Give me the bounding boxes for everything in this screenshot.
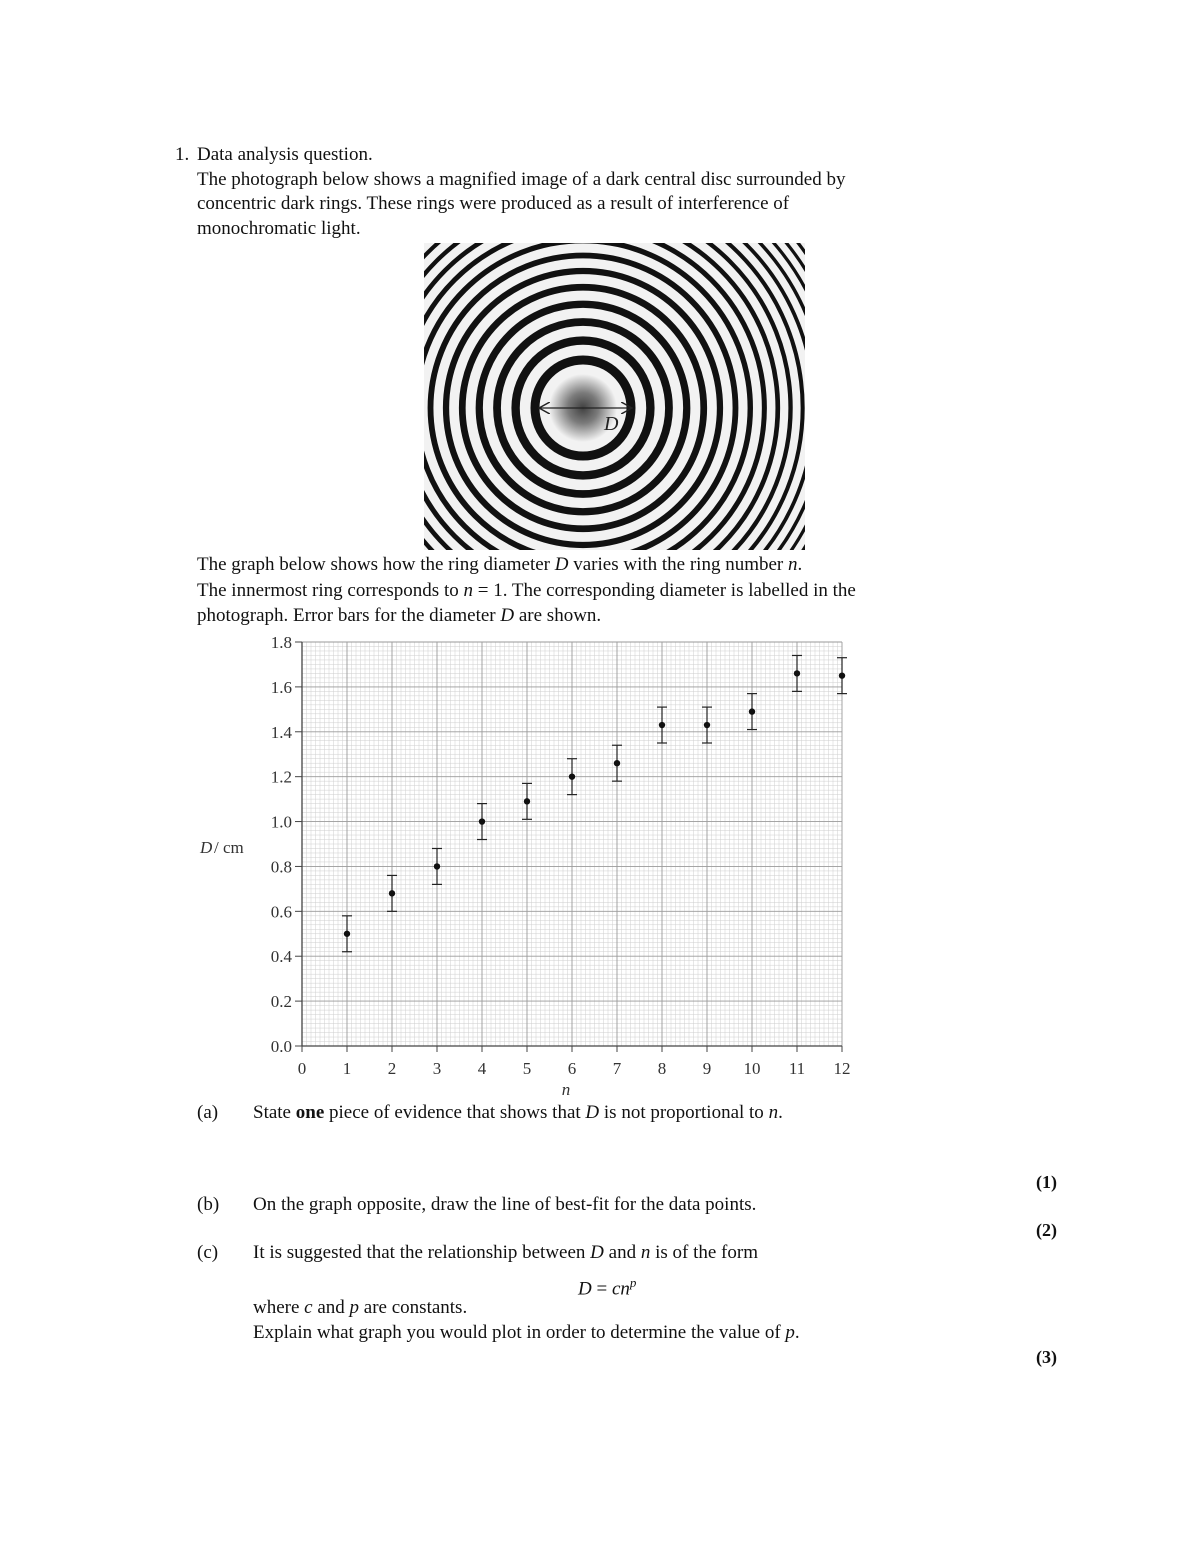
y-tick-label: 0.0 [270, 1037, 292, 1056]
x-tick-label: 10 [743, 1059, 761, 1078]
x-tick-label: 0 [297, 1059, 307, 1078]
y-tick-label: 0.8 [270, 857, 292, 877]
x-tick-label: 9 [702, 1059, 712, 1078]
y-tick-label: 0.2 [270, 992, 292, 1012]
x-tick-label: 1 [342, 1059, 352, 1078]
part-b-marks: (2) [1036, 1220, 1057, 1240]
graph-intro-line-2: The innermost ring corresponds to n = 1. The corresponding diameter is labelled in the [197, 580, 856, 601]
y-axis-label-var: D [200, 838, 213, 857]
y-tick-label: 1.6 [270, 677, 292, 697]
x-tick-label: 11 [788, 1059, 806, 1078]
data-point [524, 798, 530, 804]
question-title: Data analysis question. [197, 144, 373, 165]
part-a-text: State one piece of evidence that shows that D is not proportional to n. [253, 1102, 783, 1123]
data-point [794, 670, 800, 676]
y-tick-label: 0.6 [270, 902, 292, 922]
part-c-line-3: where c and p are constants. [253, 1297, 468, 1318]
x-tick-label: 2 [387, 1059, 397, 1078]
x-tick-label: 4 [477, 1059, 487, 1078]
y-tick-label: 1.0 [270, 812, 292, 832]
data-point [704, 722, 710, 728]
x-axis-label: n [561, 1080, 571, 1098]
intro-line-2: concentric dark rings. These rings were produced as a result of interference of [197, 193, 790, 214]
data-point [389, 890, 395, 896]
part-c-line-4: Explain what graph you would plot in order to determine the value of p. [253, 1322, 800, 1343]
data-point [344, 931, 350, 937]
y-tick-label: 1.2 [270, 767, 292, 787]
y-tick-label: 0.4 [270, 947, 292, 967]
question-number: 1. [175, 144, 190, 165]
part-a-marks: (1) [1036, 1172, 1057, 1192]
data-point [659, 722, 665, 728]
data-point [614, 760, 620, 766]
intro-line-3: monochromatic light. [197, 218, 361, 239]
data-point [749, 708, 755, 714]
data-point [839, 672, 845, 678]
y-tick-label: 1.4 [270, 722, 292, 742]
x-tick-label: 7 [612, 1059, 622, 1078]
y-tick-label: 1.8 [270, 633, 292, 652]
x-tick-label: 8 [657, 1059, 667, 1078]
part-c-line-1: It is suggested that the relationship between D and n is of the form [253, 1242, 758, 1263]
data-point [479, 818, 485, 824]
part-b-text: On the graph opposite, draw the line of best-fit for the data points. [253, 1194, 757, 1215]
part-c-equation: $D = cn^p$ [578, 1275, 637, 1300]
intro-line-1: The photograph below shows a magnified image of a dark central disc surrounded by [197, 169, 846, 190]
part-c-marks: (3) [1036, 1347, 1057, 1367]
part-a-label: (a) [197, 1102, 219, 1123]
part-c-label: (c) [197, 1242, 219, 1263]
x-tick-label: 6 [567, 1059, 577, 1078]
photo-diameter-label: D [604, 413, 619, 435]
interference-rings-photo [424, 243, 805, 550]
ring-diameter-chart [190, 628, 870, 1098]
x-tick-label: 12 [833, 1059, 851, 1078]
graph-intro-line-1: The graph below shows how the ring diameter D varies with the ring number n. [197, 554, 803, 575]
graph-intro-line-3: photograph. Error bars for the diameter D are shown. [197, 605, 602, 626]
data-point [434, 863, 440, 869]
x-tick-label: 3 [432, 1059, 442, 1078]
part-b-label: (b) [197, 1194, 220, 1215]
y-axis-label: / cm [214, 838, 244, 857]
data-point [569, 773, 575, 779]
x-tick-label: 5 [522, 1059, 532, 1078]
